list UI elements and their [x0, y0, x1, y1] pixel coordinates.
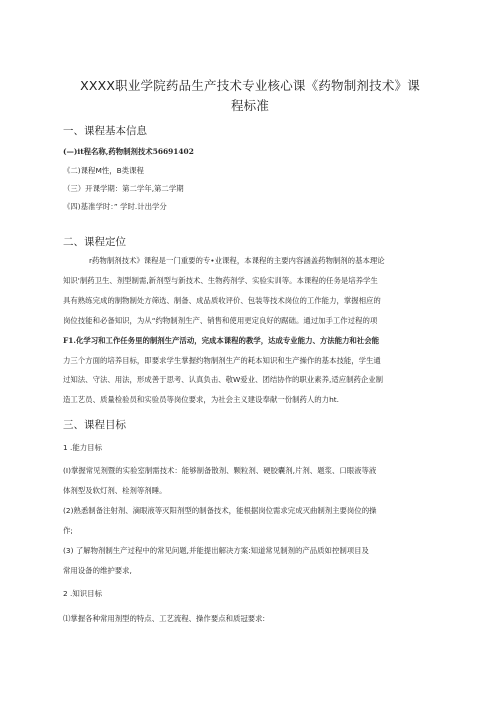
info-item-course-type: 《二)课程M性，B类课程: [63, 166, 144, 175]
section-heading-objectives: 三、课程目标: [63, 419, 126, 431]
paragraph-line: 造工艺员、质量检验员和实验员等岗位要求，为社会主义建设奉献一份制药人的力ht.: [63, 395, 339, 405]
objective-line: 体剂型及软灯剂、栓剂等剂睡。: [63, 485, 167, 495]
objective-line: 作;: [63, 525, 73, 535]
subheading-ability: 1 .能力目标: [63, 443, 102, 452]
objective-line: 常用设备的维护要求,: [63, 565, 132, 575]
objective-line: (3) 了解物剂制生产过程中的常见问题,并能提出解决方案:知道常见制剂的产品质如控制项目及: [63, 545, 369, 555]
objective-line: (I)掌握常见剂暨的实验室制需技术：能够制备散剂、颗粒剂、硬胶囊剂,片剂、题浆、口眼液等液: [63, 466, 377, 475]
ability-objectives: [63, 461, 435, 580]
section-heading-basic-info: 一、课程基本信息: [63, 125, 147, 137]
paragraph-line: r药物制剂技术》课程是一门重要的专•业课程，本课程的主要内容涵盖药物制剂的基本理论: [89, 256, 385, 265]
paragraph-line: 知识'制药卫生、剂型制需,新剂型与新技术、生物药剂学、实验实训等。本课程的任务是培养学生: [63, 275, 378, 285]
paragraph-line: 过知法、守法、用法，形成善于思考、认真负击、敬W爱业、团结协作的职业素养,适应制药企业制: [63, 375, 384, 385]
title-line-2: 程标准: [230, 98, 270, 113]
paragraph-line: 力三个方面的培养目标，即要求学生掌握约物制剂生产的耗本知识和生产操作的基本技能，学生通: [63, 355, 381, 365]
info-item-course-name: (—)it程名称,药物制剂技术56691402: [63, 147, 194, 156]
document-title: [52, 76, 448, 116]
knowledge-objective-line: ⑴掌握各种常用剂型的特点、工艺流程、操作要点和质冠要求:: [63, 614, 266, 623]
info-item-semester: （三）开课学期：第二学年,第二学期: [63, 184, 184, 193]
paragraph-line: 岗位技能和必备知识，为从“约物制剂生产、销售和使用更定良好的踞础。通过加手工作过程的项: [63, 315, 378, 325]
paragraph-line: 具有熟练完成的制物制处方筛选、制备、成品质收评价、包装等技术岗位的工作能力，掌握相应的: [63, 295, 381, 305]
positioning-paragraph: [63, 251, 435, 410]
info-item-hours: 《四)基准学时：” 学时.计出学分: [63, 202, 167, 211]
title-line-1: XXXX职业学院药品生产技术专业核心课《药物制剂技术》课: [80, 78, 420, 93]
objective-line: (2)熟悉制备注射剂、滴眼液等灭阳剂型的制备技术，能根据岗位需求完成灭曲制剂主要岗位的操: [63, 505, 377, 515]
paragraph-line: F1.化学习和工作任务里的制剂生产活动，完成本课程的教学，达成专业能力、方法能力和社会能: [63, 335, 379, 345]
subheading-knowledge: 2 .知识目标: [63, 589, 102, 598]
section-heading-positioning: 二、课程定位: [63, 236, 126, 248]
